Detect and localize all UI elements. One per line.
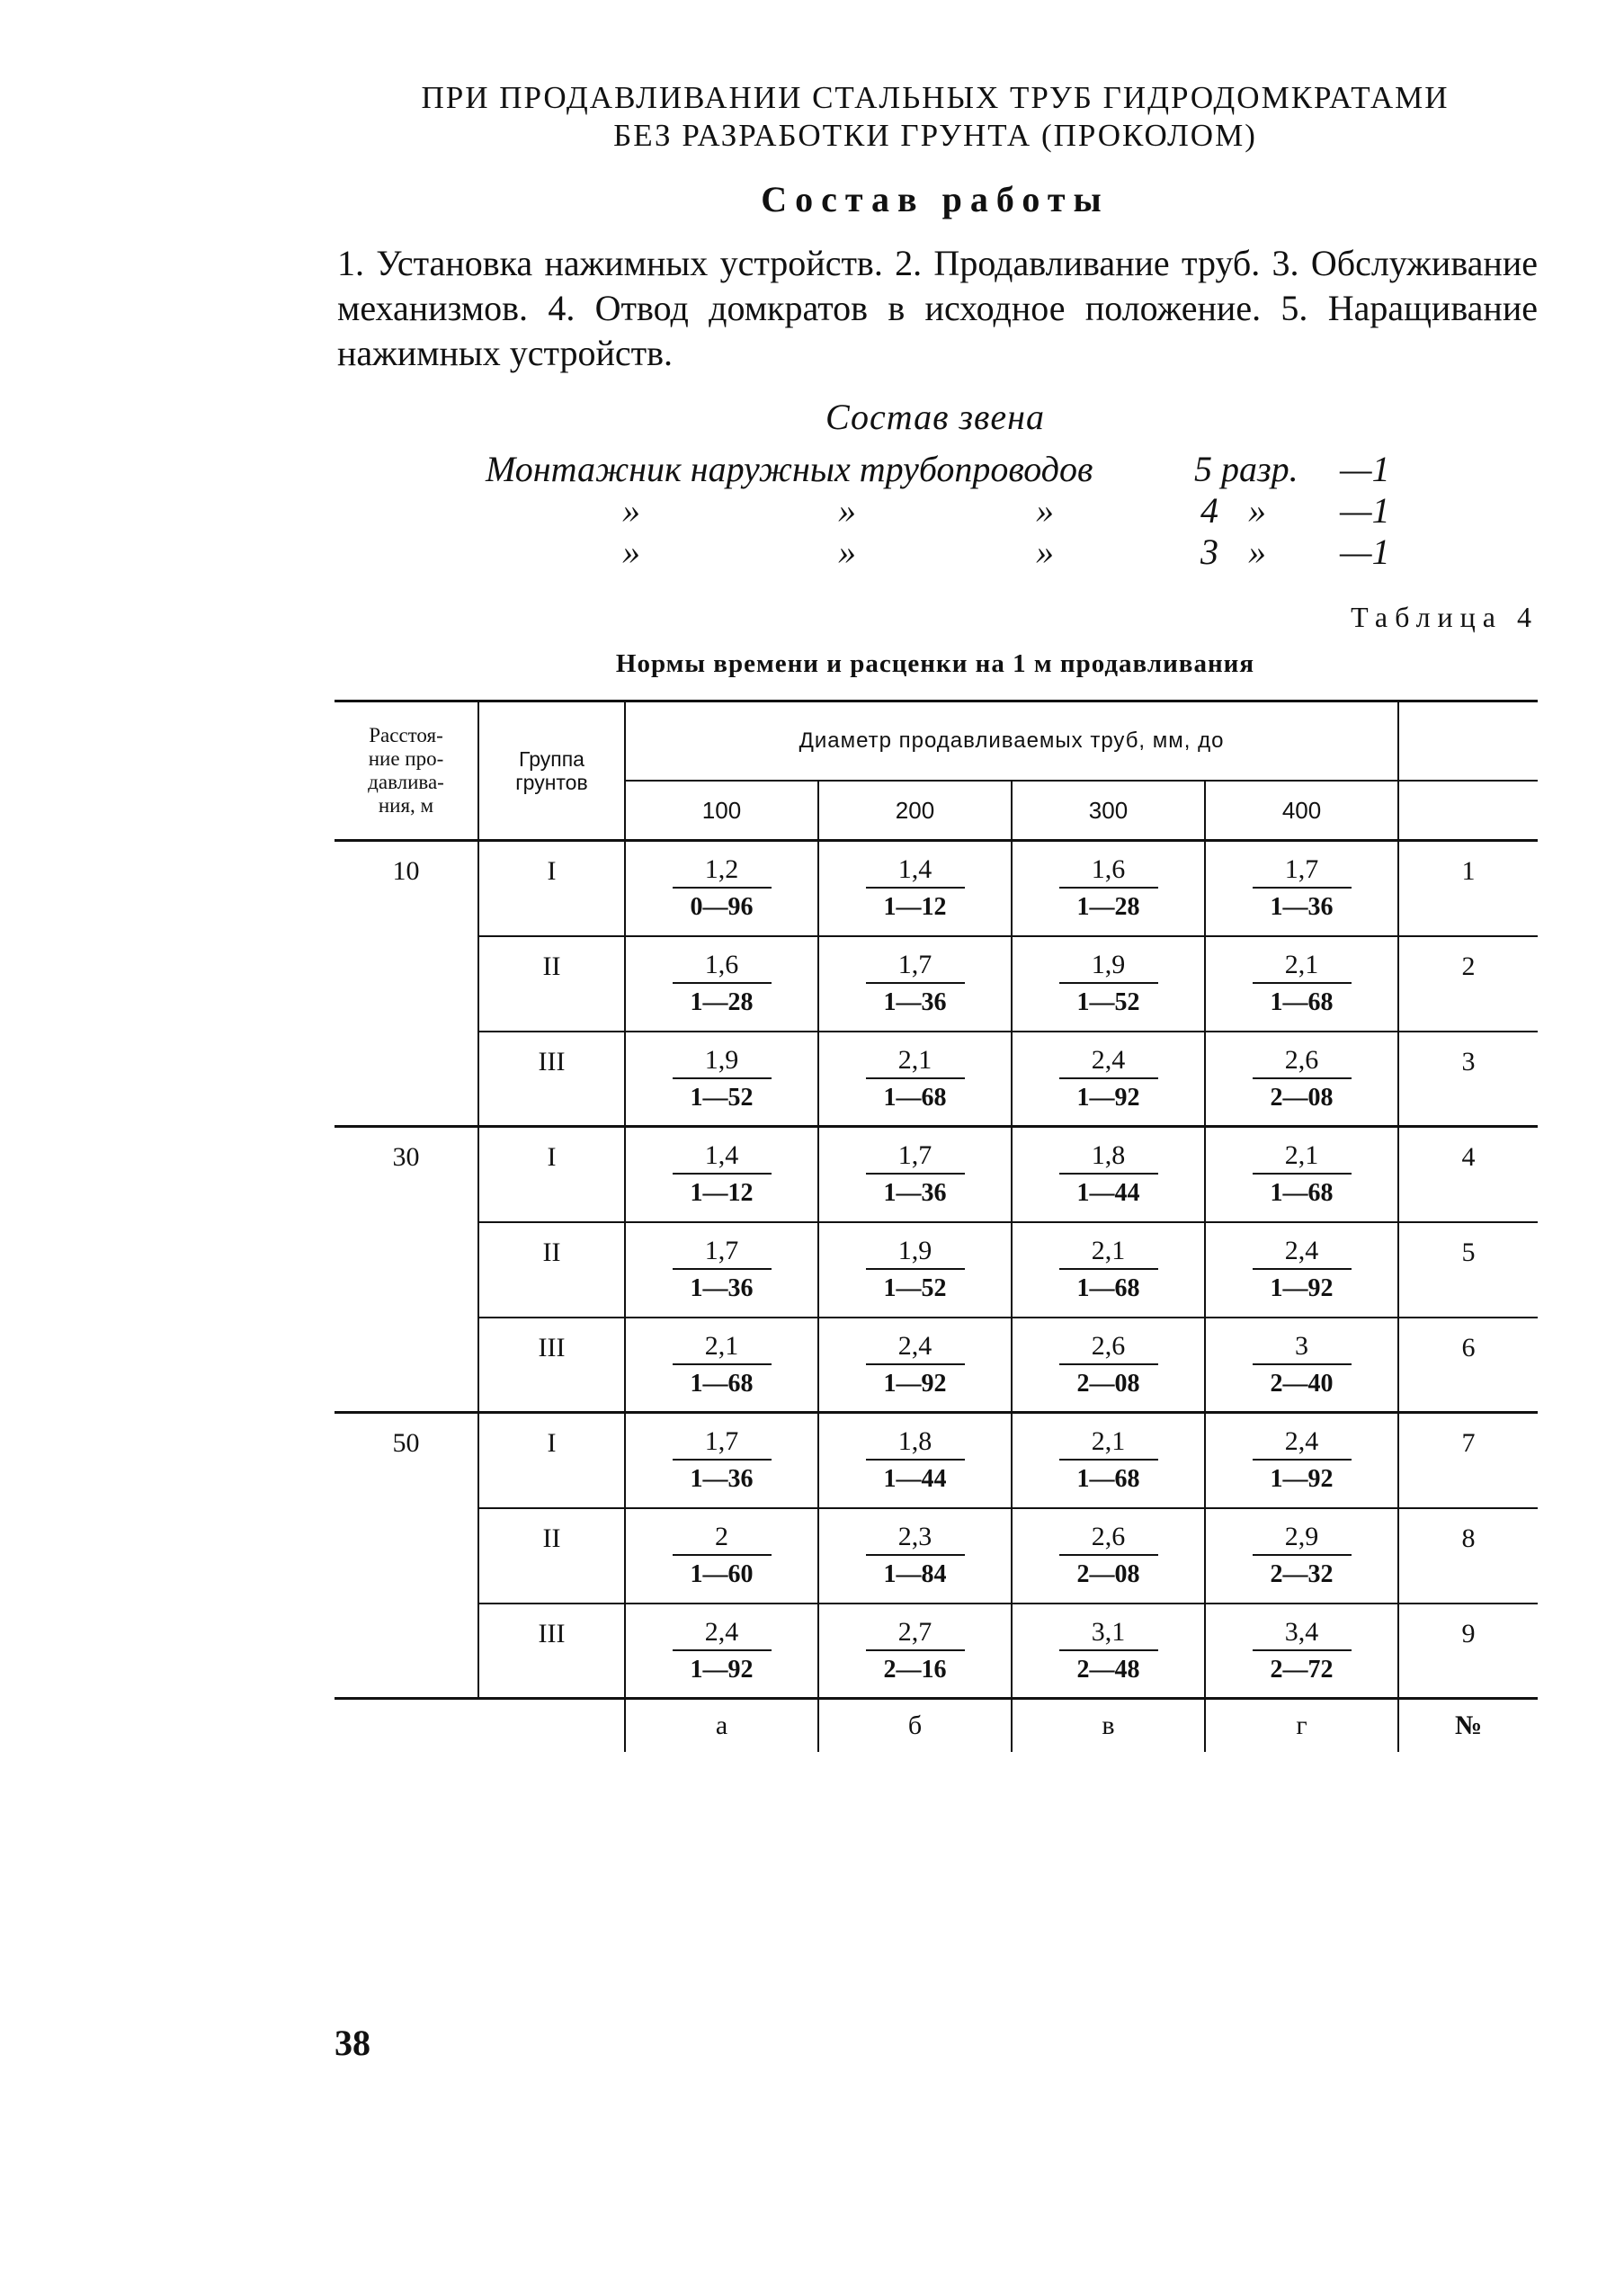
norm-fraction <box>673 1522 772 1590</box>
heading-line-2: БЕЗ РАЗРАБОТКИ ГРУНТА (ПРОКОЛОМ) <box>613 118 1257 153</box>
page-heading <box>342 79 1529 155</box>
price-rate: 2—40 <box>1270 1369 1334 1398</box>
norm-fraction <box>1059 1522 1158 1590</box>
norm-fraction <box>1253 950 1352 1018</box>
norm-cell <box>625 1127 818 1222</box>
norm-fraction <box>866 950 965 1018</box>
table-row <box>335 936 1538 1032</box>
ditto-mark: » <box>622 532 640 572</box>
time-norm: 1,7 <box>673 1236 772 1270</box>
norm-cell <box>1205 1127 1398 1222</box>
norm-fraction <box>866 1617 965 1685</box>
norm-fraction <box>1059 1045 1158 1113</box>
price-rate: 1—52 <box>690 1083 754 1112</box>
time-norm: 2,4 <box>866 1331 965 1365</box>
row-number: 1 <box>1398 841 1538 936</box>
time-norm: 2,6 <box>1059 1331 1158 1365</box>
price-rate: 1—68 <box>690 1369 754 1398</box>
column-letter: а <box>625 1699 818 1753</box>
norm-cell <box>818 1222 1012 1318</box>
time-norm: 2,6 <box>1253 1045 1352 1079</box>
crew-grade: 3 <box>1200 532 1218 572</box>
norm-cell <box>625 936 818 1032</box>
norm-cell <box>625 1222 818 1318</box>
table-row <box>335 841 1538 936</box>
time-norm: 2,3 <box>866 1522 965 1556</box>
crew-grade: 4 <box>1200 490 1218 531</box>
norm-fraction <box>1253 1522 1352 1590</box>
price-rate: 1—28 <box>690 987 754 1016</box>
norm-fraction <box>1253 1331 1352 1399</box>
norm-cell <box>1205 936 1398 1032</box>
ditto-mark: » <box>1248 532 1266 572</box>
crew-row-1 <box>486 448 1403 489</box>
row-number: 4 <box>1398 1127 1538 1222</box>
norm-fraction <box>1059 1236 1158 1304</box>
time-norm: 3,4 <box>1253 1617 1352 1651</box>
time-norm: 2,4 <box>1059 1045 1158 1079</box>
header-size: 400 <box>1205 781 1398 841</box>
work-title: Состав работы <box>761 179 1110 219</box>
table-row <box>335 1318 1538 1413</box>
price-rate: 1—92 <box>1270 1465 1334 1493</box>
table-row <box>335 1508 1538 1604</box>
price-rate: 2—08 <box>1076 1559 1140 1588</box>
time-norm: 1,8 <box>1059 1140 1158 1175</box>
ditto-mark: » <box>838 532 856 572</box>
norm-cell <box>1205 1604 1398 1699</box>
price-rate: 1—36 <box>690 1465 754 1493</box>
ditto-mark: » <box>1036 532 1054 572</box>
norm-cell <box>1205 1318 1398 1413</box>
crew-grade: 5 разр. <box>1194 449 1298 489</box>
norm-cell <box>818 1318 1012 1413</box>
time-norm: 1,2 <box>673 854 772 889</box>
price-rate: 1—12 <box>883 893 947 921</box>
header-size: 100 <box>625 781 818 841</box>
column-letter: б <box>818 1699 1012 1753</box>
price-rate: 1—68 <box>1270 1179 1334 1207</box>
time-norm: 1,9 <box>1059 950 1158 984</box>
norm-fraction <box>1059 1140 1158 1209</box>
norm-fraction <box>673 1045 772 1113</box>
page-number: 38 <box>335 2023 370 2063</box>
norm-cell <box>1012 841 1205 936</box>
norms-table <box>335 700 1538 1752</box>
table-body <box>335 841 1538 1699</box>
price-rate: 2—32 <box>1270 1559 1334 1588</box>
norm-fraction <box>673 1617 772 1685</box>
norm-cell <box>1205 841 1398 936</box>
price-rate: 1—36 <box>883 1179 947 1207</box>
norm-fraction <box>673 1331 772 1399</box>
ditto-mark: » <box>838 490 856 531</box>
price-rate: 1—60 <box>690 1559 754 1588</box>
price-rate: 2—72 <box>1270 1655 1334 1684</box>
norm-cell <box>818 1127 1012 1222</box>
crew-row-2 <box>486 489 1403 531</box>
price-rate: 1—36 <box>883 987 947 1016</box>
price-rate: 1—44 <box>1076 1179 1140 1207</box>
header-distance: Расстоя- ние про- давлива- ния, м <box>335 701 478 841</box>
time-norm: 2,7 <box>866 1617 965 1651</box>
norm-cell <box>1012 1222 1205 1318</box>
price-rate: 1—84 <box>883 1559 947 1588</box>
time-norm: 2,1 <box>1059 1236 1158 1270</box>
ditto-mark: » <box>1248 490 1266 531</box>
norm-cell <box>1012 1413 1205 1508</box>
soil-group-cell: II <box>478 936 625 1032</box>
norm-cell <box>1012 1127 1205 1222</box>
time-norm: 3 <box>1253 1331 1352 1365</box>
header-size: 300 <box>1012 781 1205 841</box>
crew-count: —1 <box>1340 490 1390 531</box>
header-blank <box>1398 701 1538 782</box>
norm-cell <box>1205 1413 1398 1508</box>
norm-fraction <box>1059 1426 1158 1495</box>
crew-row-3 <box>486 531 1403 572</box>
time-norm: 1,7 <box>866 950 965 984</box>
norm-cell <box>1205 1032 1398 1127</box>
time-norm: 1,4 <box>866 854 965 889</box>
crew-list <box>486 448 1403 572</box>
crew-count: —1 <box>1340 532 1390 572</box>
table-caption: Нормы времени и расценки на 1 м продавливания <box>615 649 1255 678</box>
row-number: 3 <box>1398 1032 1538 1127</box>
norm-fraction <box>866 1236 965 1304</box>
norm-fraction <box>673 1426 772 1495</box>
price-rate: 1—36 <box>690 1273 754 1302</box>
norm-fraction <box>673 950 772 1018</box>
norm-cell <box>1012 1604 1205 1699</box>
norm-cell <box>1012 1508 1205 1604</box>
time-norm: 1,7 <box>673 1426 772 1461</box>
header-blank <box>1398 781 1538 841</box>
price-rate: 1—68 <box>1270 987 1334 1016</box>
norm-fraction <box>1253 1236 1352 1304</box>
price-rate: 1—36 <box>1270 893 1334 921</box>
number-column-label: № <box>1398 1699 1538 1753</box>
time-norm: 2,1 <box>673 1331 772 1365</box>
time-norm: 1,6 <box>673 950 772 984</box>
norm-cell <box>1012 1032 1205 1127</box>
price-rate: 1—44 <box>883 1465 947 1493</box>
header-diameter: Диаметр продавливаемых труб, мм, до <box>625 701 1398 782</box>
norm-fraction <box>673 854 772 923</box>
norm-fraction <box>866 854 965 923</box>
price-rate: 2—48 <box>1076 1655 1140 1684</box>
norm-cell <box>625 1604 818 1699</box>
time-norm: 2,4 <box>1253 1426 1352 1461</box>
distance-cell: 30 <box>335 1127 478 1413</box>
soil-group-cell: III <box>478 1032 625 1127</box>
norm-fraction <box>1253 1045 1352 1113</box>
work-description: 1. Установка нажимных устройств. 2. Продавливание труб. 3. Обслуживание механизмов. 4. Отвод домкратов в исходное положение. 5. Наращивание нажимных устройств. <box>337 243 1538 373</box>
distance-cell: 10 <box>335 841 478 1127</box>
norm-fraction <box>1059 854 1158 923</box>
norm-cell <box>818 1508 1012 1604</box>
table-row <box>335 1032 1538 1127</box>
time-norm: 2,1 <box>866 1045 965 1079</box>
crew-count: —1 <box>1340 449 1390 489</box>
norm-cell <box>818 841 1012 936</box>
time-norm: 1,7 <box>1253 854 1352 889</box>
price-rate: 1—12 <box>690 1179 754 1207</box>
norm-cell <box>1012 936 1205 1032</box>
row-number: 7 <box>1398 1413 1538 1508</box>
row-number: 8 <box>1398 1508 1538 1604</box>
table-row <box>335 1413 1538 1508</box>
soil-group-cell: I <box>478 841 625 936</box>
norm-fraction <box>866 1045 965 1113</box>
norm-fraction <box>673 1236 772 1304</box>
column-letter: г <box>1205 1699 1398 1753</box>
norm-cell <box>818 1032 1012 1127</box>
table-label: Таблица 4 <box>1351 601 1539 633</box>
soil-group-cell: I <box>478 1413 625 1508</box>
ditto-mark: » <box>1036 490 1054 531</box>
time-norm: 2,9 <box>1253 1522 1352 1556</box>
time-norm: 1,6 <box>1059 854 1158 889</box>
time-norm: 1,9 <box>866 1236 965 1270</box>
norm-fraction <box>866 1426 965 1495</box>
distance-cell: 50 <box>335 1413 478 1699</box>
price-rate: 2—16 <box>883 1655 947 1684</box>
norm-cell <box>625 1413 818 1508</box>
norm-fraction <box>1253 1426 1352 1495</box>
price-rate: 1—92 <box>1076 1083 1140 1112</box>
price-rate: 1—68 <box>1076 1465 1140 1493</box>
time-norm: 2,4 <box>1253 1236 1352 1270</box>
time-norm: 2,1 <box>1253 1140 1352 1175</box>
ditto-mark: » <box>622 490 640 531</box>
norm-fraction <box>866 1140 965 1209</box>
price-rate: 1—92 <box>883 1369 947 1398</box>
column-letter: в <box>1012 1699 1205 1753</box>
time-norm: 1,4 <box>673 1140 772 1175</box>
row-number: 6 <box>1398 1318 1538 1413</box>
crew-profession: Монтажник наружных трубопроводов <box>486 449 1093 489</box>
norm-fraction <box>1059 1331 1158 1399</box>
norm-fraction <box>866 1331 965 1399</box>
norm-cell <box>1205 1508 1398 1604</box>
price-rate: 2—08 <box>1270 1083 1334 1112</box>
norm-cell <box>818 1413 1012 1508</box>
norm-cell <box>625 1032 818 1127</box>
price-rate: 1—92 <box>690 1655 754 1684</box>
header-size: 200 <box>818 781 1012 841</box>
soil-group-cell: III <box>478 1604 625 1699</box>
norm-cell <box>625 841 818 936</box>
norm-fraction <box>673 1140 772 1209</box>
norm-cell <box>1012 1318 1205 1413</box>
time-norm: 2,6 <box>1059 1522 1158 1556</box>
price-rate: 0—96 <box>690 893 754 921</box>
time-norm: 2,4 <box>673 1617 772 1651</box>
crew-title: Состав звена <box>825 397 1045 437</box>
header-soil-group: Группа грунтов <box>478 701 625 841</box>
time-norm: 1,8 <box>866 1426 965 1461</box>
norm-fraction <box>866 1522 965 1590</box>
table-row <box>335 1127 1538 1222</box>
norm-fraction <box>1253 1617 1352 1685</box>
price-rate: 1—28 <box>1076 893 1140 921</box>
soil-group-cell: II <box>478 1508 625 1604</box>
norm-cell <box>625 1318 818 1413</box>
soil-group-cell: III <box>478 1318 625 1413</box>
price-rate: 1—52 <box>883 1273 947 1302</box>
heading-line-1: ПРИ ПРОДАВЛИВАНИИ СТАЛЬНЫХ ТРУБ ГИДРОДОМКРАТАМИ <box>421 80 1450 115</box>
table-footer <box>335 1699 1538 1753</box>
table-row <box>335 1222 1538 1318</box>
norm-fraction <box>1059 950 1158 1018</box>
norm-cell <box>818 1604 1012 1699</box>
row-number: 2 <box>1398 936 1538 1032</box>
soil-group-cell: II <box>478 1222 625 1318</box>
price-rate: 1—92 <box>1270 1273 1334 1302</box>
norm-cell <box>818 936 1012 1032</box>
norm-cell <box>625 1508 818 1604</box>
price-rate: 2—08 <box>1076 1369 1140 1398</box>
price-rate: 1—68 <box>1076 1273 1140 1302</box>
row-number: 5 <box>1398 1222 1538 1318</box>
norm-fraction <box>1253 1140 1352 1209</box>
time-norm: 3,1 <box>1059 1617 1158 1651</box>
table-row <box>335 1604 1538 1699</box>
soil-group-cell: I <box>478 1127 625 1222</box>
time-norm: 2,1 <box>1253 950 1352 984</box>
price-rate: 1—68 <box>883 1083 947 1112</box>
norm-fraction <box>1253 854 1352 923</box>
time-norm: 2,1 <box>1059 1426 1158 1461</box>
norm-fraction <box>1059 1617 1158 1685</box>
time-norm: 1,9 <box>673 1045 772 1079</box>
norm-cell <box>1205 1222 1398 1318</box>
time-norm: 2 <box>673 1522 772 1556</box>
row-number: 9 <box>1398 1604 1538 1699</box>
price-rate: 1—52 <box>1076 987 1140 1016</box>
time-norm: 1,7 <box>866 1140 965 1175</box>
